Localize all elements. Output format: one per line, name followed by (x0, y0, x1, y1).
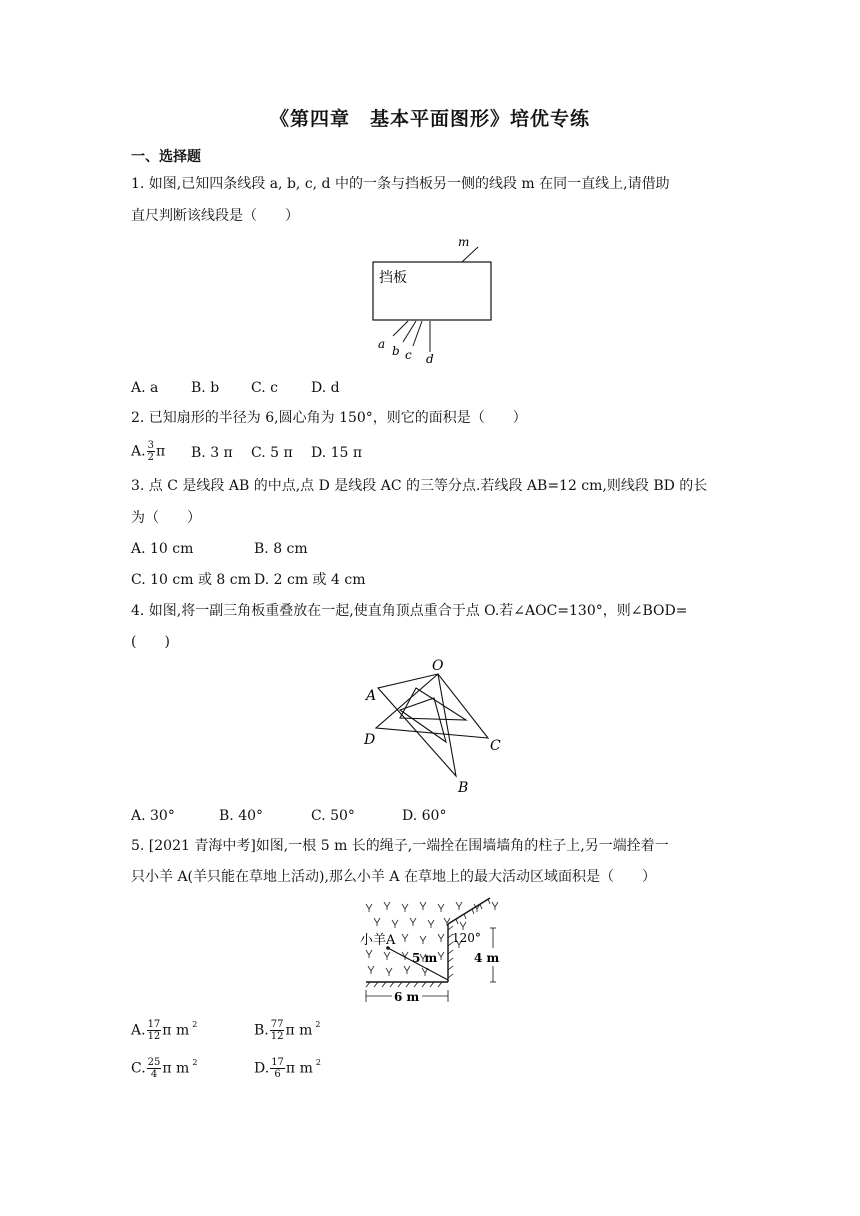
q5-figure-sheep (356, 894, 512, 1012)
q3-text-line2: 为（ ） (131, 510, 201, 526)
segment-m (462, 247, 478, 262)
q2-option-a-den: 2 (147, 452, 154, 463)
inner-triangle-2 (400, 688, 466, 720)
q2-text-line1: 2. 已知扇形的半径为 6,圆心角为 150°，则它的面积是（ ） (131, 410, 527, 426)
q5-option-b-sup: 2 (315, 1020, 321, 1029)
q5-option-a-prefix: A. (131, 1022, 146, 1039)
label-d: D (364, 732, 376, 748)
slanted-wall (448, 898, 490, 924)
q3-option-c: C. 10 cm 或 8 cm (131, 572, 251, 588)
q5-option-d-suffix: π m (285, 1060, 313, 1077)
width-label: 6 m (394, 990, 420, 1004)
q5-option-c-fraction (147, 1057, 162, 1080)
q5-option-a-num: 17 (147, 1019, 161, 1030)
q5-option-c-num: 25 (147, 1057, 161, 1068)
triangle-odc (376, 674, 488, 738)
rope-length-label: 5 m (412, 951, 438, 965)
q2-option-b: B. 3 π (191, 445, 233, 461)
q1-option-c: C. c (251, 380, 278, 396)
label-o: O (432, 658, 444, 674)
triangle-oab (378, 674, 456, 776)
q1-option-b: B. b (191, 380, 220, 396)
q5-option-d-num: 17 (271, 1057, 284, 1068)
q5-option-d-den: 6 (274, 1069, 281, 1080)
q5-option-a-sup: 2 (192, 1020, 198, 1029)
q5-option-c-den: 4 (150, 1069, 158, 1080)
q5-option-d-sup: 2 (315, 1058, 321, 1067)
q5-option-d (254, 1057, 321, 1080)
bottom-wall-hatching (366, 982, 442, 987)
segment-c (413, 321, 422, 346)
q4-text-line1: 4. 如图,将一副三角板重叠放在一起,使直角顶点重合于点 O.若∠AOC=130°，则∠BOD= (131, 603, 688, 619)
q5-option-b-num: 77 (270, 1019, 284, 1030)
q5-option-a-den: 12 (147, 1031, 161, 1042)
q4-option-b: B. 40° (219, 808, 264, 824)
label-m: m (458, 235, 470, 249)
q1-figure-board (360, 232, 510, 368)
q2-option-a-num: 3 (147, 440, 154, 451)
segment-a (393, 321, 408, 336)
q5-option-b (254, 1019, 321, 1042)
q5-option-d-prefix: D. (254, 1060, 270, 1077)
sheep-label: 小羊A (360, 933, 396, 948)
q1-text-line2: 直尺判断该线段是（ ） (131, 208, 299, 224)
section-heading: 一、选择题 (131, 149, 201, 165)
q5-option-a-suffix: π m (162, 1022, 190, 1039)
page-title: 《第四章 基本平面图形》培优专练 (269, 108, 590, 130)
q2-option-a-prefix: A. (131, 443, 146, 460)
q4-option-a: A. 30° (131, 808, 175, 824)
q5-option-b-den: 12 (270, 1031, 284, 1042)
q4-figure-triangles (360, 658, 510, 798)
q4-text-line2: ( ) (131, 634, 170, 650)
q5-option-c (131, 1057, 197, 1080)
q3-option-a: A. 10 cm (131, 541, 194, 557)
q1-text-line1: 1. 如图,已知四条线段 a, b, c, d 中的一条与挡板另一侧的线段 m 在同一直线上,请借助 (131, 176, 670, 192)
q5-text-line1: 5. [2021 青海中考]如图,一根 5 m 长的绳子,一端拴在围墙墙角的柱子上,另一端拴着一 (131, 838, 669, 854)
q2-option-a (131, 440, 165, 463)
angle-label: 120° (452, 931, 481, 945)
q4-option-c: C. 50° (311, 808, 355, 824)
q3-option-b: B. 8 cm (254, 541, 308, 557)
q5-option-b-suffix: π m (285, 1022, 313, 1039)
q4-option-d: D. 60° (402, 808, 447, 824)
q1-option-d: D. d (311, 380, 340, 396)
label-c: c (405, 348, 412, 362)
q1-option-a: A. a (131, 380, 159, 396)
q5-option-c-suffix: π m (162, 1060, 190, 1077)
label-a: a (378, 337, 386, 351)
q5-option-b-fraction (270, 1019, 285, 1042)
q5-option-a-fraction (147, 1019, 162, 1042)
q2-option-a-suffix: π (155, 443, 166, 460)
q5-option-a (131, 1019, 197, 1042)
q2-option-a-fraction (147, 440, 155, 463)
q5-option-c-sup: 2 (192, 1058, 198, 1067)
q2-option-c: C. 5 π (251, 445, 293, 461)
q3-option-d: D. 2 cm 或 4 cm (254, 572, 366, 588)
height-label: 4 m (474, 951, 500, 965)
q5-option-c-prefix: C. (131, 1060, 146, 1077)
label-b: B (458, 780, 469, 796)
label-c: C (490, 738, 501, 754)
label-a: A (366, 688, 377, 704)
q5-text-line2: 只小羊 A(羊只能在草地上活动),那么小羊 A 在草地上的最大活动区域面积是（ ） (131, 869, 656, 885)
label-b: b (392, 344, 400, 358)
q5-option-d-fraction (270, 1057, 285, 1080)
board-label: 挡板 (379, 270, 407, 286)
q5-option-b-prefix: B. (254, 1022, 269, 1039)
q3-text-line1: 3. 点 C 是线段 AB 的中点,点 D 是线段 AC 的三等分点.若线段 AB=12 cm,则线段 BD 的长 (131, 478, 708, 494)
q2-option-d: D. 15 π (311, 445, 363, 461)
label-d: d (426, 352, 434, 366)
